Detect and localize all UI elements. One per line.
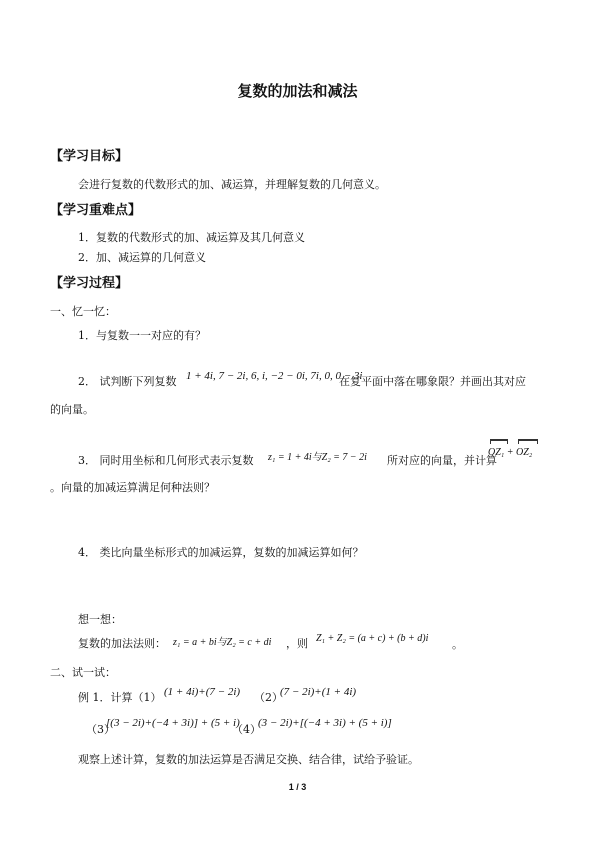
question-2-suffix: 在复平面中落在哪象限？并画出其对应 bbox=[339, 375, 526, 388]
question-4: 4． 类比向量坐标形式的加减运算，复数的加减运算如何？ bbox=[78, 546, 364, 559]
addition-rule-end: 。 bbox=[452, 638, 463, 651]
example-prefix: 例 1．计算（1） bbox=[78, 691, 162, 704]
vector-arrow-icon bbox=[490, 439, 508, 444]
think-label: 想一想： bbox=[78, 613, 122, 626]
addition-rule-math2: Z₁ + Z₂ = (a + c) + (b + d)i bbox=[316, 633, 429, 644]
page-number: 1 / 3 bbox=[288, 782, 307, 792]
goals-text: 会进行复数的代数形式的加、减运算，并理解复数的几何意义。 bbox=[78, 178, 386, 191]
process-heading: 【学习过程】 bbox=[50, 276, 129, 291]
key-points-heading: 【学习重难点】 bbox=[50, 203, 142, 218]
addition-rule-prefix: 复数的加法法则： bbox=[78, 637, 166, 650]
part2-label: 二、试一试： bbox=[50, 666, 116, 679]
example-2-label: （2） bbox=[254, 691, 283, 704]
question-2-math: 1 + 4i, 7 − 2i, 6, i, −2 − 0i, 7i, 0, 0 − 3i bbox=[186, 370, 363, 382]
addition-rule-math1: z₁ = a + bi与Z₂ = c + di bbox=[173, 637, 272, 648]
vector-sum-text: OZ₁ + OZ₂ bbox=[488, 447, 533, 458]
vector-arrow-icon bbox=[518, 439, 538, 444]
example-4: (3 − 2i)+[(−4 + 3i) + (5 + i)] bbox=[258, 717, 392, 729]
key-point-item: 1．复数的代数形式的加、减运算及其几何意义 bbox=[78, 231, 305, 244]
goals-heading: 【学习目标】 bbox=[50, 149, 129, 164]
key-point-item: 2．加、减运算的几何意义 bbox=[78, 251, 206, 264]
part1-label: 一、忆一忆： bbox=[50, 305, 116, 318]
question-3-prefix: 3． 同时用坐标和几何形式表示复数 bbox=[78, 454, 254, 467]
question-3-suffix: 所对应的向量，并计算 bbox=[387, 454, 497, 467]
example-3: [(3 − 2i)+(−4 + 3i)] + (5 + i) bbox=[106, 717, 240, 729]
example-3-label: （3） bbox=[86, 723, 115, 736]
example-2: (7 − 2i)+(1 + 4i) bbox=[280, 686, 357, 698]
observe-text: 观察上述计算，复数的加法运算是否满足交换、结合律，试给予验证。 bbox=[78, 753, 419, 766]
example-4-label: （4） bbox=[232, 723, 261, 736]
question-1: 1．与复数一一对应的有？ bbox=[78, 329, 206, 342]
question-3-math: z₁ = 1 + 4i与Z₂ = 7 − 2i bbox=[268, 452, 367, 463]
page-title: 复数的加法和减法 bbox=[237, 82, 358, 100]
question-3-continued: 。向量的加减运算满足何种法则？ bbox=[50, 481, 215, 494]
question-2-continued: 的向量。 bbox=[50, 403, 94, 416]
addition-rule-mid: ，则 bbox=[286, 637, 308, 650]
question-2-prefix: 2． 试判断下列复数 bbox=[78, 375, 177, 388]
example-1: (1 + 4i)+(7 − 2i) bbox=[164, 686, 241, 698]
